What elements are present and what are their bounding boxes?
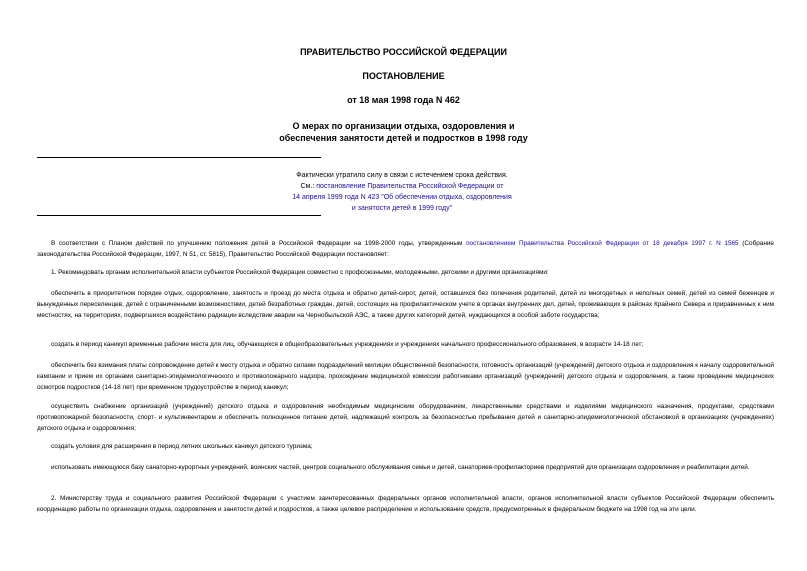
status-note-link-1[interactable]: постановление Правительства Российской Федерации от <box>316 183 504 190</box>
see-prefix: См.: <box>300 183 317 190</box>
paragraph-preamble <box>37 238 774 260</box>
paragraph-children-provision <box>37 288 774 321</box>
decree-1565-link[interactable]: постановлением Правительства Российской Федерации от 18 декабря 1997 г. N 1565 <box>466 240 739 247</box>
paragraph-2-text: 2. Министерству труда и социального развития Российской Федерации с участием заинтересованных федеральных органов исполнительной власти, органов исполнительной власти субъектов Российской Федерации обеспечить координацию работы по организации отдыха, оздоровления и занятости детей и подростков, а также целевое распределение и использование средств, предусмотренных в федеральном бюджете на 1998 год на эти цели. <box>37 495 774 513</box>
paragraph-2 <box>37 493 774 515</box>
paragraph-escort-text: обеспечить без взимания платы сопровождение детей к месту отдыха и обратно силами подразделений милиции общественной безопасности, готовность организаций (учреждений) детского отдыха и оздоровления к началу оздоровительной кампании и прием их органами санитарно-эпидемиологического и противопожарного надзора, прохождение медицинской комиссии работниками организаций (учреждений) детского отдыха и оздоровления, а также проведение медицинских осмотров подростков (14-18 лет) при временном трудоустройстве в период каникул; <box>37 362 774 391</box>
paragraph-tourism-text: создать условия для расширения в период летних школьных каникул детского туризма; <box>51 443 313 450</box>
paragraph-escort <box>37 360 774 393</box>
paragraph-children-provision-text: обеспечить в приоритетном порядке отдых, оздоровление, занятость и проезд до места отдыха и обратно детей-сирот, детей, оставшихся без попечения родителей, детей из многодетных и неполных семей, детей из семей беженцев и вынужденных переселенцев, детей с ограниченными возможностями, детей безработных граждан, детей, состоящих на профилактическом учете в органах внутренних дел, детей, проживающих в районах Крайнего Севера и приравненных к ним местностях, на территориях, подвергшихся воздействию радиации вследствие аварии на Чернобыльской АЭС, а также других категорий детей, нуждающихся в особой заботе государства; <box>37 290 774 319</box>
divider-bottom <box>37 215 321 216</box>
paragraph-tourism <box>37 441 774 452</box>
document-date-number: от 18 мая 1998 года N 462 <box>347 95 460 105</box>
status-note-link-2[interactable]: 14 апреля 1999 года N 423 "Об обеспечении отдыха, оздоровления <box>292 194 512 201</box>
preamble-text-end: (Собрание законодательства Российской Федерации, 1997, N 51, ст. 5815), Правительство Российской Федерации постановляет: <box>37 240 774 258</box>
status-note-see-line <box>186 181 618 192</box>
preamble-text-start: В соответствии с Планом действий по улучшению положения детей в Российской Федерации на 1998-2000 годы, утвержденным <box>51 240 467 247</box>
paragraph-jobs <box>37 339 774 350</box>
document-type: ПОСТАНОВЛЕНИЕ <box>362 71 445 81</box>
paragraph-jobs-text: создать в период каникул временные рабочие места для лиц, обучающихся в общеобразовательных учреждениях и учреждениях начального профессионального образования, в возрасте 14-18 лет; <box>51 341 644 348</box>
government-heading: ПРАВИТЕЛЬСТВО РОССИЙСКОЙ ФЕДЕРАЦИИ <box>300 47 507 57</box>
paragraph-1 <box>37 267 774 278</box>
divider-top <box>37 157 321 158</box>
status-note-text: Фактически утратило силу в связи с истечением срока действия. <box>296 172 508 179</box>
status-note <box>186 170 618 214</box>
status-note-link-3[interactable]: и занятости детей в 1999 году" <box>351 205 453 212</box>
title-line-1: О мерах по организации отдыха, оздоровления и <box>292 121 515 131</box>
paragraph-facilities-text: использовать имеющуюся базу санаторно-курортных учреждений, воинских частей, центров социального обслуживания семьи и детей, санаториев-профилакториев предприятий для организации оздоровления и реабилитации детей. <box>51 464 750 471</box>
document-title <box>0 120 807 144</box>
paragraph-supplies <box>37 401 774 434</box>
paragraph-supplies-text: осуществить снабжение организаций (учреждений) детского отдыха и оздоровления необходимым медицинским оборудованием, лекарственными средствами и изделиями медицинского назначения, продуктами, средствами противопожарной безопасности, спорт- и культинвентарем и обеспечить полноценное питание детей, надлежащий контроль за безопасностью пребывания детей и санитарно-эпидемиологической обстановкой в организациях (учреждениях) детского отдыха и оздоровления; <box>37 403 774 432</box>
title-line-2: обеспечения занятости детей и подростков в 1998 году <box>279 133 528 143</box>
paragraph-facilities <box>37 462 774 473</box>
paragraph-1-text: 1. Рекомендовать органам исполнительной власти субъектов Российской Федерации совместно с профсоюзными, молодежными, детскими и другими организациями: <box>51 269 549 276</box>
